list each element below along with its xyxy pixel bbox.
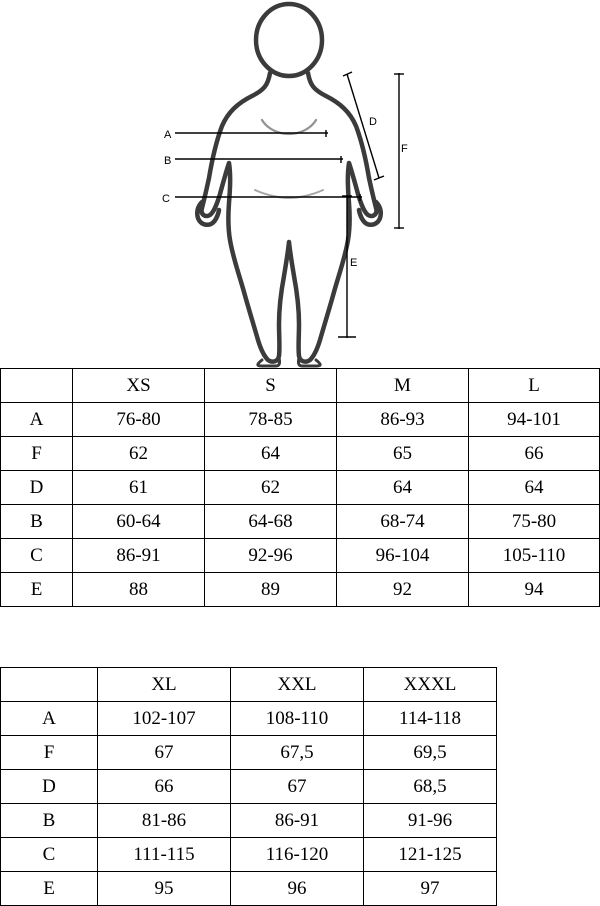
table1-cell-a-s: 78-85 [205,403,337,437]
table2-cell-f-xxxl: 69,5 [364,736,497,770]
table2-row-label-a: A [1,702,98,736]
table1-cell-a-m: 86-93 [337,403,469,437]
table2-cell-d-xxl: 67 [231,770,364,804]
table2-cell-b-xxxl: 91-96 [364,804,497,838]
table2-cell-c-xxxl: 121-125 [364,838,497,872]
table2-cell-d-xxxl: 68,5 [364,770,497,804]
table1-cell-b-l: 75-80 [469,505,600,539]
label-E: E [350,257,358,269]
table-row [1,770,497,804]
table-row [1,573,600,607]
table-row [1,403,600,437]
table1-row-label-c: C [1,539,73,573]
table1-cell-a-l: 94-101 [469,403,600,437]
size-table-small [0,368,600,607]
table2-cell-a-xxl: 108-110 [231,702,364,736]
table1-header-m: M [337,369,469,403]
table2-row-label-d: D [1,770,98,804]
table1-cell-f-l: 66 [469,437,600,471]
table1-cell-e-s: 89 [205,573,337,607]
table1-cell-c-m: 96-104 [337,539,469,573]
table1-cell-f-m: 65 [337,437,469,471]
table1-cell-c-s: 92-96 [205,539,337,573]
table1-cell-e-l: 94 [469,573,600,607]
table2-row-label-f: F [1,736,98,770]
table2-row-label-e: E [1,872,98,906]
table1-corner [1,369,73,403]
table2-cell-c-xxl: 116-120 [231,838,364,872]
table-row [1,437,600,471]
table1-row-label-a: A [1,403,73,437]
label-F: F [401,143,408,155]
table2-cell-b-xl: 81-86 [98,804,231,838]
table2-cell-e-xxxl: 97 [364,872,497,906]
table1-cell-c-xs: 86-91 [73,539,205,573]
table1-cell-c-l: 105-110 [469,539,600,573]
table1-cell-d-xs: 61 [73,471,205,505]
table1-cell-b-xs: 60-64 [73,505,205,539]
table2-cell-e-xl: 95 [98,872,231,906]
label-C: C [162,193,170,205]
table1-cell-e-m: 92 [337,573,469,607]
table1-cell-d-m: 64 [337,471,469,505]
table-header-row [1,369,600,403]
table1-row-label-f: F [1,437,73,471]
table-row [1,838,497,872]
table1-cell-b-s: 64-68 [205,505,337,539]
table1-row-label-b: B [1,505,73,539]
figure-area [0,0,600,368]
table-row [1,471,600,505]
table-row [1,872,497,906]
table2-cell-f-xl: 67 [98,736,231,770]
table2-header-xxxl: XXXL [364,668,497,702]
table2-cell-f-xxl: 67,5 [231,736,364,770]
table2-row-label-b: B [1,804,98,838]
table2-cell-e-xxl: 96 [231,872,364,906]
table1-row-label-e: E [1,573,73,607]
table1-cell-e-xs: 88 [73,573,205,607]
table1-cell-d-s: 62 [205,471,337,505]
table2-cell-c-xl: 111-115 [98,838,231,872]
table-row [1,505,600,539]
table2-cell-d-xl: 66 [98,770,231,804]
table-row [1,804,497,838]
table1-cell-f-s: 64 [205,437,337,471]
table-header-row [1,668,497,702]
table1-cell-f-xs: 62 [73,437,205,471]
table2-corner [1,668,98,702]
table2-row-label-c: C [1,838,98,872]
table1-header-xs: XS [73,369,205,403]
body-diagram-svg [0,0,600,368]
body-outline-icon [197,4,381,366]
label-D: D [369,116,377,128]
size-table-large [0,667,497,906]
measurement-lines [175,72,404,338]
table-row [1,736,497,770]
label-B: B [164,155,172,167]
table1-cell-b-m: 68-74 [337,505,469,539]
label-A: A [164,129,172,141]
table1-row-label-d: D [1,471,73,505]
table-row [1,702,497,736]
table-row [1,539,600,573]
table2-cell-a-xxxl: 114-118 [364,702,497,736]
table2-cell-b-xxl: 86-91 [231,804,364,838]
table2-header-xl: XL [98,668,231,702]
table1-header-s: S [205,369,337,403]
table1-cell-a-xs: 76-80 [73,403,205,437]
table1-cell-d-l: 64 [469,471,600,505]
table2-header-xxl: XXL [231,668,364,702]
table2-cell-a-xl: 102-107 [98,702,231,736]
table1-header-l: L [469,369,600,403]
